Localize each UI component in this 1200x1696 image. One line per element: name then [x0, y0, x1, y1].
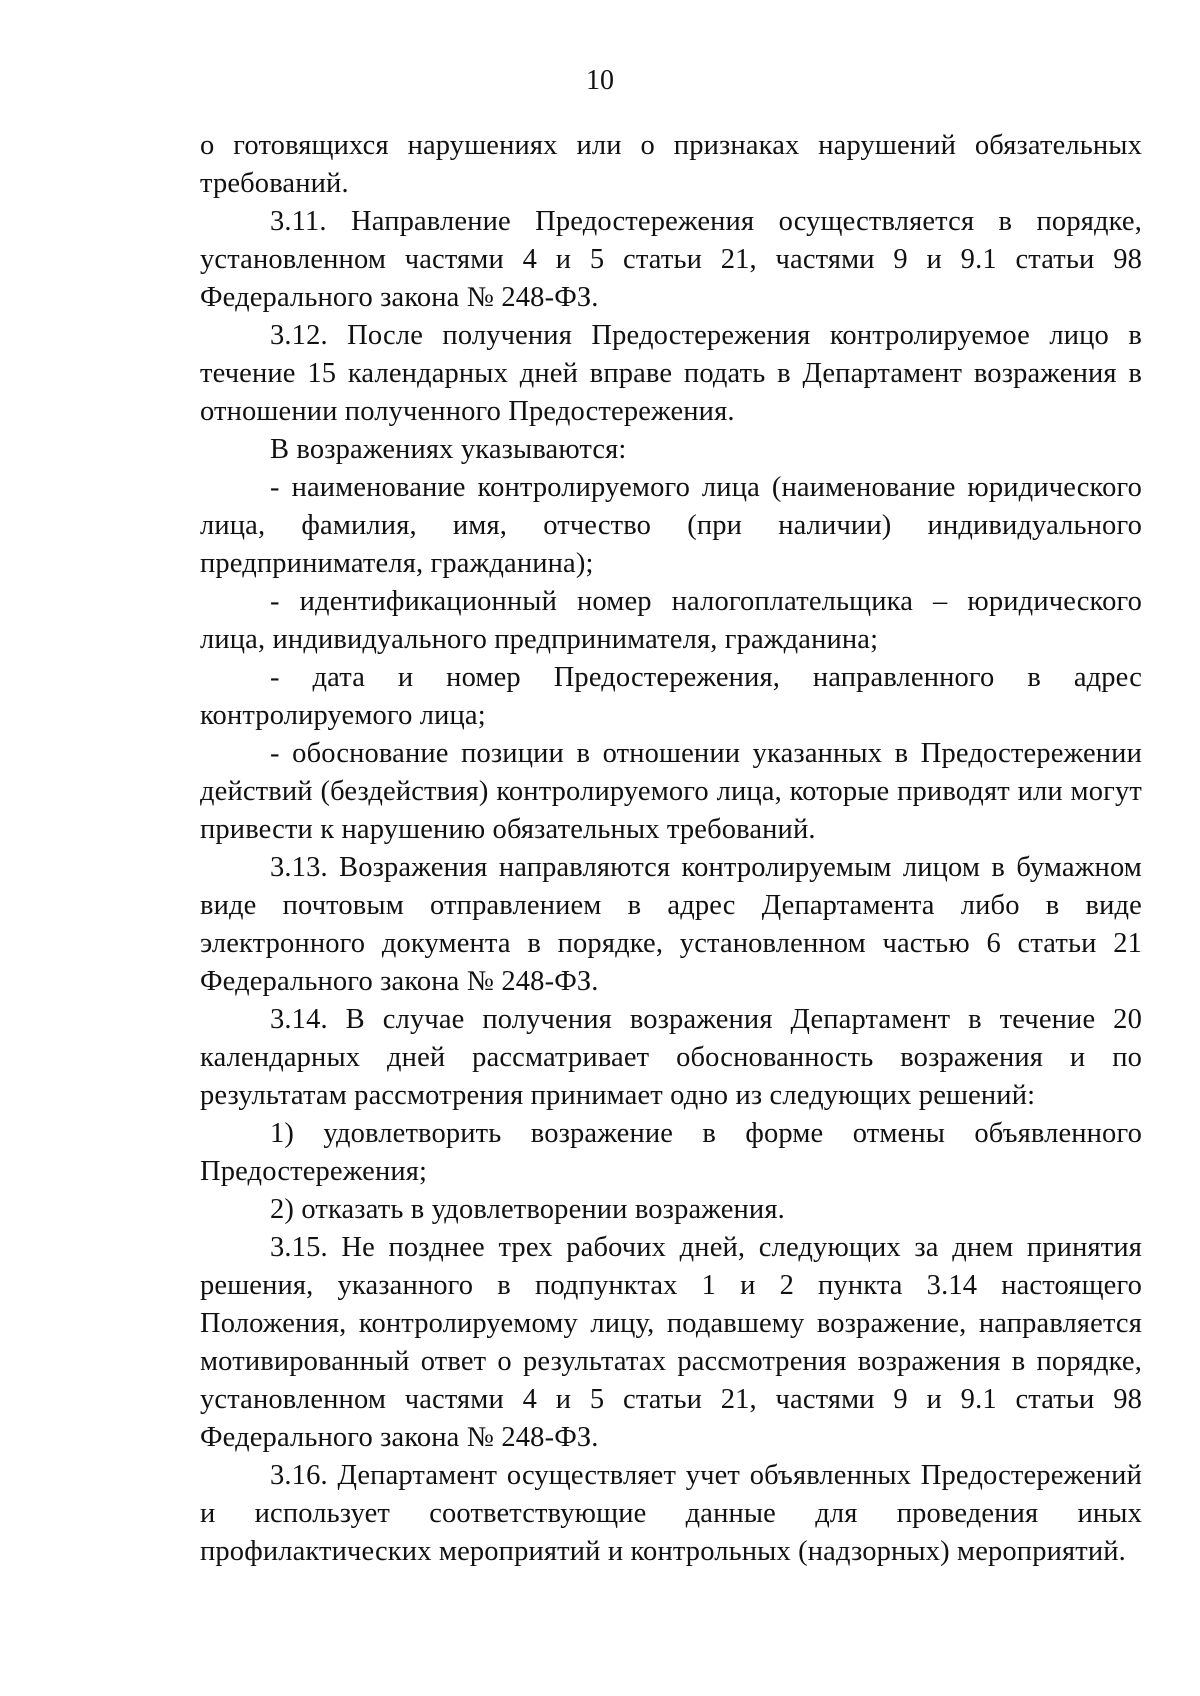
paragraph-3-12: 3.12. После получения Предостережения контролируемое лицо в течение 15 календарных дней вправе подать в Департамент возражения в отношении полученного Предостережения.: [200, 320, 1142, 427]
page-number: 10: [586, 65, 614, 96]
paragraph-continuation: о готовящихся нарушениях или о признаках нарушений обязательных требований.: [200, 130, 1142, 199]
paragraph-3-11: 3.11. Направление Предостережения осуществляется в порядке, установленном частями 4 и 5 статьи 21, частями 9 и 9.1 статьи 98 Федерального закона № 248-ФЗ.: [200, 206, 1142, 313]
paragraph-objections-intro: В возражениях указываются:: [270, 434, 627, 465]
document-body: [200, 127, 1142, 1571]
paragraph-3-16: 3.16. Департамент осуществляет учет объявленных Предостережений и использует соответствующие данные для проведения иных профилактических мероприятий и контрольных (надзорных) мероприятий.: [200, 1460, 1142, 1567]
list-item-justification: - обоснование позиции в отношении указанных в Предостережении действий (бездействия) контролируемого лица, которые приводят или могут привести к нарушению обязательных требований.: [200, 738, 1142, 845]
list-item-date-number: - дата и номер Предостережения, направленного в адрес контролируемого лица;: [200, 662, 1142, 731]
decision-option-1: 1) удовлетворить возражение в форме отмены объявленного Предостережения;: [200, 1118, 1142, 1187]
paragraph-3-14: 3.14. В случае получения возражения Департамент в течение 20 календарных дней рассматривает обоснованность возражения и по результатам рассмотрения принимает одно из следующих решений:: [200, 1004, 1142, 1111]
paragraph-3-15: 3.15. Не позднее трех рабочих дней, следующих за днем принятия решения, указанного в подпунктах 1 и 2 пункта 3.14 настоящего Положения, контролируемому лицу, подавшему возражение, направляется мотивированный ответ о результатах рассмотрения возражения в порядке, установленном частями 4 и 5 статьи 21, частями 9 и 9.1 статьи 98 Федерального закона № 248-ФЗ.: [200, 1232, 1142, 1453]
decision-option-2: 2) отказать в удовлетворении возражения.: [270, 1194, 785, 1225]
paragraph-3-13: 3.13. Возражения направляются контролируемым лицом в бумажном виде почтовым отправлением в адрес Департамента либо в виде электронного документа в порядке, установленном частью 6 статьи 21 Федерального закона № 248-ФЗ.: [200, 852, 1142, 997]
list-item-inn: - идентификационный номер налогоплательщика – юридического лица, индивидуального предпринимателя, гражданина;: [200, 586, 1142, 655]
list-item-name: - наименование контролируемого лица (наименование юридического лица, фамилия, имя, отчество (при наличии) индивидуального предпринимателя, гражданина);: [200, 472, 1142, 579]
